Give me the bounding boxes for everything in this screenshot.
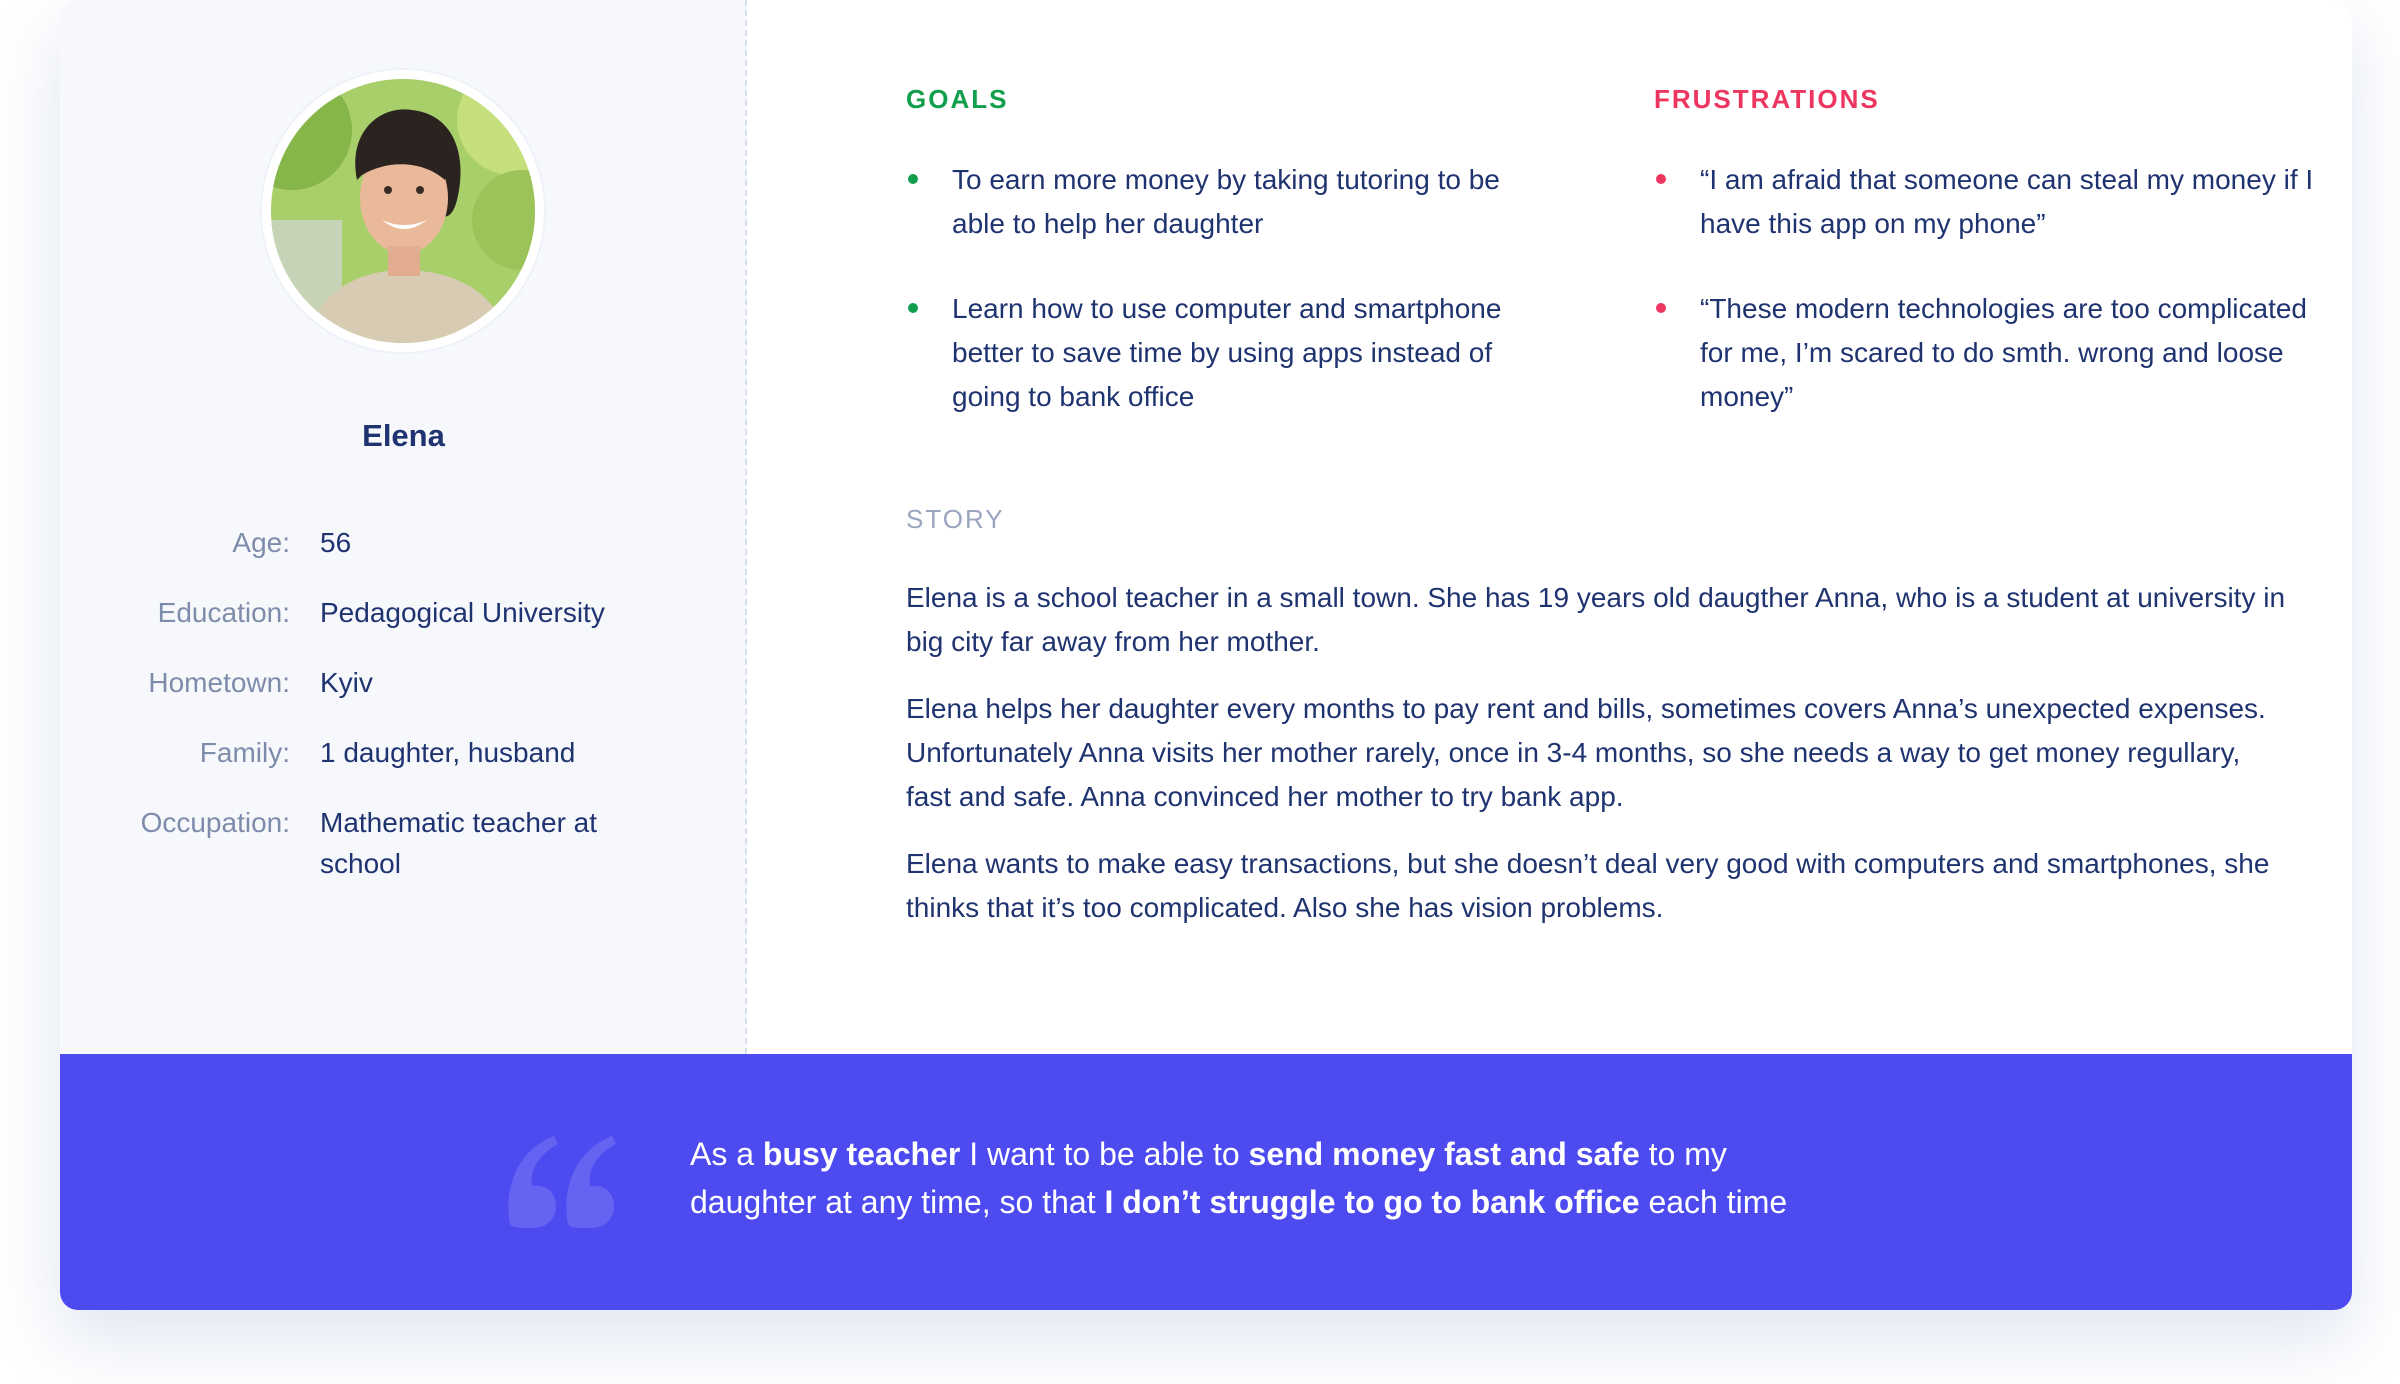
fact-value: Pedagogical University bbox=[320, 597, 605, 628]
bullet-icon bbox=[1656, 303, 1666, 313]
fact-value: Mathematic teacher at school bbox=[320, 807, 598, 879]
goal-text: Learn how to use computer and smartphone better to save time by using apps instead of going to bank office bbox=[952, 293, 1502, 412]
quote-mark-icon bbox=[502, 1132, 622, 1232]
quote-emphasis: busy teacher bbox=[762, 1136, 961, 1172]
avatar-photo bbox=[262, 70, 544, 352]
fact-value: 56 bbox=[320, 527, 352, 558]
fact-label: Hometown: bbox=[148, 667, 290, 698]
fact-value: Kyiv bbox=[320, 667, 373, 698]
user-story-quote bbox=[690, 1130, 1840, 1226]
avatar bbox=[262, 70, 544, 352]
bullet-icon bbox=[908, 303, 918, 313]
story-paragraph: Elena wants to make easy transactions, but she doesn’t deal very good with computers and smartphones, she thinks that it’s too complicated. Also she has vision problems. bbox=[906, 848, 2270, 923]
goal-item bbox=[906, 287, 1506, 419]
story-paragraph: Elena helps her daughter every months to pay rent and bills, sometimes covers Anna’s unexpected expenses. Unfortunately Anna visits her mother rarely, once in 3-4 months, so she needs a way to get money regullary, fast and safe. Anna convinced her mother to try bank app. bbox=[906, 693, 2266, 812]
fact-label: Family: bbox=[199, 737, 290, 768]
goals-list bbox=[906, 158, 1506, 460]
quote-emphasis: I don’t struggle to go to bank office bbox=[1104, 1184, 1640, 1220]
quote-emphasis: send money fast and safe bbox=[1248, 1136, 1640, 1172]
persona-details-panel bbox=[747, 0, 2352, 1054]
fact-value: 1 daughter, husband bbox=[320, 737, 576, 768]
persona-facts bbox=[60, 522, 747, 913]
fact-family bbox=[60, 732, 747, 773]
frustration-item bbox=[1654, 287, 2324, 419]
goal-text: To earn more money by taking tutoring to be able to help her daughter bbox=[952, 164, 1500, 239]
frustration-item bbox=[1654, 158, 2324, 246]
fact-education bbox=[60, 592, 747, 633]
quote-text-part: I want to be able to bbox=[960, 1136, 1249, 1172]
story-heading: STORY bbox=[906, 504, 1005, 534]
quote-text-part: As a bbox=[690, 1136, 763, 1172]
frustrations-heading: FRUSTRATIONS bbox=[1654, 84, 1880, 114]
frustration-text: “I am afraid that someone can steal my money if I have this app on my phone” bbox=[1700, 164, 2314, 239]
fact-label: Education: bbox=[157, 597, 290, 628]
persona-name: Elena bbox=[362, 418, 445, 453]
quote-text-part: to my daughter at any time, so that bbox=[690, 1136, 1727, 1220]
story-paragraph: Elena is a school teacher in a small town. She has 19 years old daugther Anna, who is a student at university in big city far away from her mother. bbox=[906, 582, 2286, 657]
fact-hometown bbox=[60, 662, 747, 703]
persona-profile-panel bbox=[60, 0, 747, 1054]
quote-text-part: each time bbox=[1639, 1184, 1788, 1220]
fact-occupation bbox=[60, 802, 747, 884]
goal-item bbox=[906, 158, 1506, 246]
fact-label: Occupation: bbox=[140, 807, 290, 838]
story-body bbox=[906, 576, 2286, 953]
goals-heading: GOALS bbox=[906, 84, 1009, 114]
frustration-text: “These modern technologies are too complicated for me, I’m scared to do smth. wrong and loose money” bbox=[1700, 293, 2308, 412]
persona-card bbox=[60, 0, 2352, 1310]
fact-age bbox=[60, 522, 747, 563]
frustrations-list bbox=[1654, 158, 2324, 460]
bullet-icon bbox=[908, 174, 918, 184]
fact-label: Age: bbox=[232, 527, 290, 558]
user-story-quote-band bbox=[60, 1054, 2352, 1310]
bullet-icon bbox=[1656, 174, 1666, 184]
